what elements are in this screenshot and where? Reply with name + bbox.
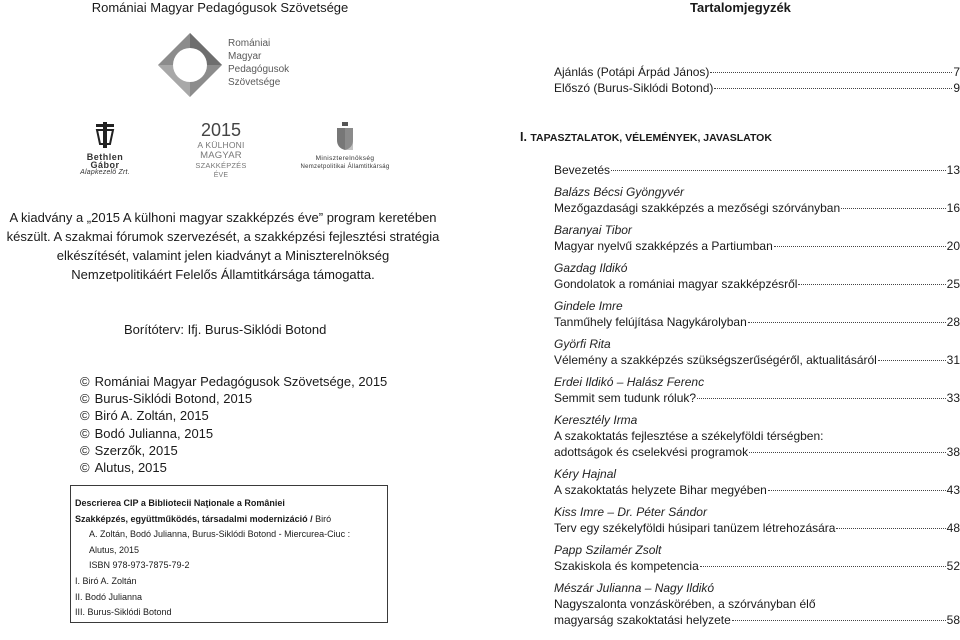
copyright-line: © Biró A. Zoltán, 2015: [80, 407, 387, 424]
toc-entry[interactable]: [554, 580, 960, 628]
toc-title: Előszó (Burus-Siklódi Botond): [554, 81, 714, 95]
ministry-name: Miniszterelnökség: [315, 155, 375, 162]
logo-line: SZAKKÉPZÉS: [195, 161, 247, 170]
toc-page: 25: [946, 277, 960, 291]
bethlen-emblem-icon: [94, 122, 116, 148]
year-2015: 2015: [200, 120, 242, 140]
toc-entry[interactable]: [554, 504, 960, 536]
logo-line: MAGYAR: [200, 150, 242, 161]
toc-author: Gindele Imre: [554, 299, 623, 313]
logo-line: ÉVE: [213, 172, 229, 179]
copyright-line: © Romániai Magyar Pedagógusok Szövetsége, 2015: [80, 373, 387, 390]
toc-author: Baranyai Tibor: [554, 223, 632, 237]
toc-author: Györfi Rita: [554, 337, 611, 351]
logo-line: A KÜLHONI: [197, 140, 245, 150]
toc-entry[interactable]: [554, 466, 960, 498]
cip-title-line: [75, 512, 383, 528]
toc-page: 58: [946, 613, 960, 627]
cover-credit: Borítóterv: Ifj. Burus-Siklódi Botond: [124, 322, 327, 337]
logo-text-line: Szövetsége: [228, 77, 281, 88]
cip-record: [70, 485, 388, 623]
toc-title: magyarság szakoktatási helyzete: [554, 613, 731, 627]
toc-author: Kiss Imre – Dr. Péter Sándor: [554, 505, 707, 519]
toc-title: A szakoktatás helyzete Bihar megyében: [554, 483, 767, 497]
cip-isbn: ISBN 978-973-7875-79-2: [89, 560, 190, 571]
toc-entry[interactable]: [554, 412, 960, 460]
copyright-line: © Burus-Siklódi Botond, 2015: [80, 390, 387, 407]
toc-entry[interactable]: [554, 184, 960, 216]
toc-page: 7: [953, 65, 960, 79]
toc-title-line: Nagyszalonta vonzáskörében, a szórványban élő: [554, 597, 816, 611]
toc-title: Mezőgazdasági szakképzés a mezőségi szórványban: [554, 201, 841, 215]
toc-page: 9: [953, 81, 960, 95]
logo-text-line: Magyar: [228, 51, 262, 62]
logo-text-line: Pedagógusok: [228, 64, 290, 75]
toc-entry[interactable]: [554, 260, 960, 292]
cip-index: I. Biró A. Zoltán: [75, 575, 137, 586]
rmpsz-logo-text: [228, 37, 289, 89]
toc-title: Vélemény a szakképzés szükségszerűségéről, aktualitásáról: [554, 353, 877, 367]
copyright-line: © Alutus, 2015: [80, 459, 387, 476]
toc-author: Balázs Bécsi Gyöngyvér: [554, 185, 685, 199]
cip-index: II. Bodó Julianna: [75, 591, 143, 602]
toc-title: Ajánlás (Potápi Árpád János): [554, 65, 710, 79]
toc-author: Mészár Julianna – Nagy Ildikó: [554, 581, 715, 595]
toc-title: adottságok és cselekvési programok: [554, 445, 749, 459]
toc-author: Kéry Hajnal: [554, 467, 617, 481]
section-number: I.: [520, 130, 531, 144]
toc-entry[interactable]: [554, 162, 960, 178]
cip-authors: A. Zoltán, Bodó Julianna, Burus-Siklódi Botond - Miercurea-Ciuc :: [89, 529, 351, 540]
toc-page: 33: [946, 391, 960, 405]
logo-text-line: Romániai: [228, 38, 271, 49]
toc-page: 31: [946, 353, 960, 367]
toc-title: Tanműhely felújítása Nagykárolyban: [554, 315, 747, 329]
toc-entry[interactable]: [554, 298, 960, 330]
toc-entry[interactable]: [554, 80, 960, 96]
ministry-logo: [290, 122, 400, 171]
copyright-list: [80, 373, 387, 476]
szakkepzes-eve-logo: [193, 120, 249, 180]
page-header-right: Tartalomjegyzék: [690, 0, 791, 15]
section-heading: [520, 130, 772, 144]
cip-title-rest: Biró: [312, 513, 332, 524]
toc-author: Erdei Ildikó – Halász Ferenc: [554, 375, 705, 389]
support-statement: A kiadvány a „2015 A külhoni magyar szakképzés éve” program keretében készült. A szakmai fórumok szervezését, a szakképzési fejlesztési stratégia elkészítését, valamint jelen kiadványt a Miniszterelnökség Nemzetpolitikáért Felelős Államtitkársága támogatta.: [6, 210, 440, 282]
toc-title: Szakiskola és kompetencia: [554, 559, 699, 573]
toc-author: Keresztély Irma: [554, 413, 638, 427]
toc-entry[interactable]: [554, 222, 960, 254]
toc-title: Terv egy székelyföldi húsipari tanüzem létrehozására: [554, 521, 836, 535]
rmpsz-logo: [155, 30, 225, 100]
toc-entry[interactable]: [554, 374, 960, 406]
toc-title: Gondolatok a romániai magyar szakképzésről: [554, 277, 798, 291]
toc-author: Papp Szilamér Zsolt: [554, 543, 662, 557]
copyright-line: © Bodó Julianna, 2015: [80, 425, 387, 442]
copyright-line: © Szerzők, 2015: [80, 442, 387, 459]
cip-heading: Descrierea CIP a Bibliotecii Naţionale a României: [75, 498, 285, 508]
toc-page: 52: [946, 559, 960, 573]
toc-entry[interactable]: [554, 542, 960, 574]
bethlen-name: Bethlen Gábor: [86, 152, 124, 170]
toc-page: 20: [946, 239, 960, 253]
toc-title: Bevezetés: [554, 163, 611, 177]
cip-title: Szakképzés, együttműködés, társadalmi modernizáció /: [75, 513, 313, 524]
toc-page: 16: [946, 201, 960, 215]
toc-page: 48: [946, 521, 960, 535]
toc-author: Gazdag Ildikó: [554, 261, 628, 275]
toc-entry[interactable]: [554, 336, 960, 368]
cip-index: III. Burus-Siklódi Botond: [75, 607, 172, 618]
toc-title: Magyar nyelvű szakképzés a Partiumban: [554, 239, 773, 253]
section-title: TAPASZTALATOK, VÉLEMÉNYEK, JAVASLATOK: [530, 132, 772, 144]
cip-publisher: Alutus, 2015: [89, 544, 140, 555]
bethlen-sub: Alapkezelő Zrt.: [80, 169, 130, 176]
toc-page: 13: [946, 163, 960, 177]
toc-title-line: A szakoktatás fejlesztése a székelyföldi térségben:: [554, 429, 824, 443]
page-header-left: Romániai Magyar Pedagógusok Szövetsége: [91, 0, 349, 15]
toc-page: 43: [946, 483, 960, 497]
ministry-sub: Nemzetpolitikai Államtitkárság: [300, 164, 390, 170]
toc-page: 38: [946, 445, 960, 459]
toc-entry[interactable]: [554, 64, 960, 80]
toc-front-matter: [554, 64, 960, 96]
toc-page: 28: [946, 315, 960, 329]
coat-of-arms-icon: [336, 122, 354, 150]
bethlen-gabor-logo: [72, 122, 138, 177]
toc-title: Semmit sem tudunk róluk?: [554, 391, 697, 405]
toc-list: [554, 162, 960, 628]
